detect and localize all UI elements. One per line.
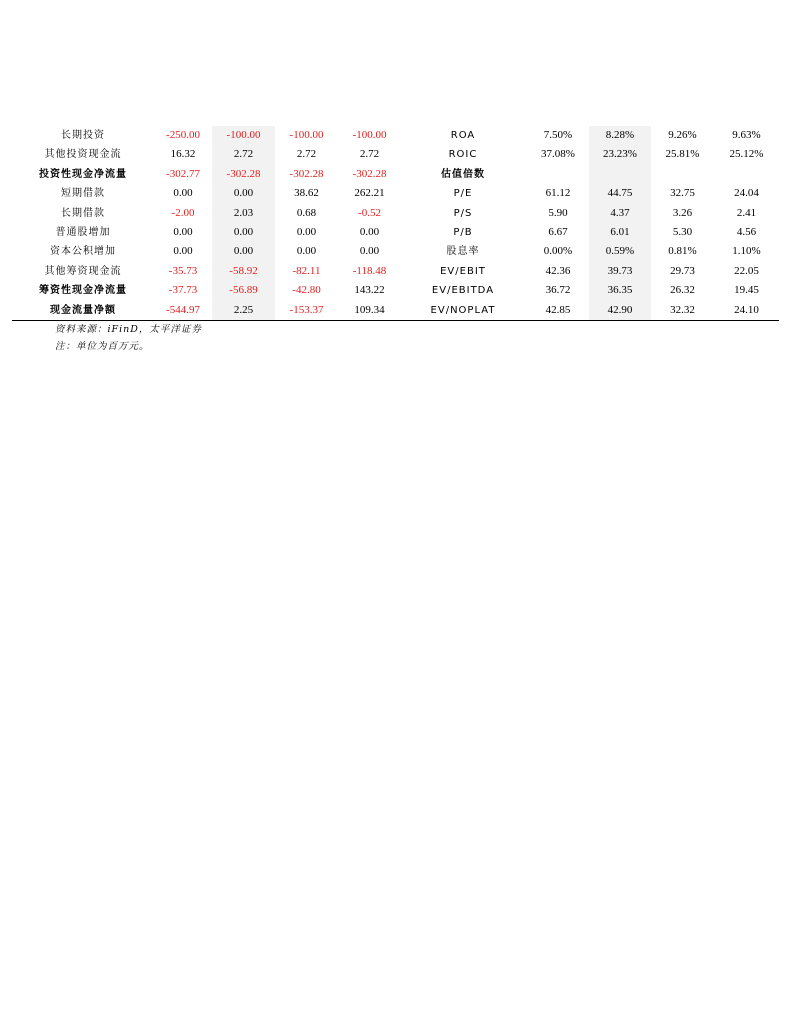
- valuation-row: [399, 262, 779, 281]
- cash-flow-row-label: 长期借款: [61, 207, 105, 219]
- cash-flow-row-label: 其他筹资现金流: [44, 265, 122, 277]
- cash-flow-cell: -82.11: [292, 264, 321, 277]
- valuation-cell: 29.73: [670, 264, 695, 277]
- cash-flow-cell: -42.80: [292, 284, 321, 297]
- cash-flow-cell: 2.72: [212, 145, 275, 164]
- cash-flow-cell: 2.25: [212, 301, 275, 321]
- cash-flow-row-label: 短期借款: [61, 188, 105, 200]
- cash-flow-cell: -302.28: [352, 167, 387, 180]
- valuation-cell: 19.45: [734, 284, 759, 297]
- valuation-row: [399, 242, 779, 261]
- valuation-cell: [589, 165, 651, 184]
- valuation-cell: 1.10%: [732, 245, 761, 258]
- cash-flow-cell: 0.00: [296, 226, 317, 239]
- cash-flow-cell: 262.21: [354, 187, 385, 200]
- cash-flow-cell: -56.89: [212, 281, 275, 300]
- cash-flow-table-body: [12, 126, 401, 321]
- cash-flow-cell: -2.00: [171, 206, 195, 219]
- valuation-cell: 36.72: [545, 284, 571, 297]
- cash-flow-cell: 143.22: [354, 284, 385, 297]
- valuation-row-label: P/B: [453, 227, 473, 239]
- valuation-row: [399, 301, 779, 321]
- cash-flow-row-label: 其他投资现金流: [44, 149, 122, 161]
- valuation-table-body: [399, 126, 779, 321]
- cash-flow-cell: 0.00: [212, 184, 275, 203]
- valuation-cell: 32.32: [651, 301, 714, 321]
- valuation-row-label: 股息率: [446, 246, 480, 258]
- cash-flow-table: [12, 126, 401, 321]
- cash-flow-cell: 2.72: [359, 148, 380, 161]
- cash-flow-row: [12, 204, 401, 223]
- valuation-cell: 24.04: [734, 187, 759, 200]
- valuation-row: [399, 126, 779, 145]
- valuation-row-label: P/E: [453, 188, 473, 200]
- valuation-cell: 32.75: [670, 187, 695, 200]
- valuation-cell: [527, 165, 589, 184]
- cash-flow-row: [12, 223, 401, 242]
- valuation-cell: 4.37: [589, 204, 651, 223]
- cash-flow-cell: 0.00: [359, 226, 380, 239]
- valuation-row: [399, 281, 779, 300]
- valuation-row-label: EV/EBIT: [440, 265, 486, 277]
- cash-flow-row: [12, 184, 401, 203]
- valuation-cell: 44.75: [589, 184, 651, 203]
- valuation-cell: 36.35: [589, 281, 651, 300]
- cash-flow-cell: 16.32: [170, 148, 196, 161]
- valuation-cell: 2.41: [736, 206, 757, 219]
- source-note: 资料来源：iFinD，太平洋证券: [55, 324, 202, 335]
- cash-flow-cell: -544.97: [154, 301, 212, 321]
- cash-flow-cell: -100.00: [289, 129, 324, 141]
- cash-flow-row: [12, 165, 401, 184]
- valuation-cell: [714, 165, 779, 184]
- valuation-cell: 61.12: [545, 187, 571, 200]
- valuation-cell: 0.59%: [589, 242, 651, 261]
- cash-flow-cell: 0.68: [296, 206, 317, 219]
- valuation-cell: 26.32: [670, 284, 695, 297]
- valuation-cell: 8.28%: [589, 126, 651, 145]
- cash-flow-row: [12, 126, 401, 145]
- valuation-cell: 6.01: [589, 223, 651, 242]
- cash-flow-row-label: 筹资性现金净流量: [39, 285, 127, 297]
- cash-flow-cell: 38.62: [294, 187, 319, 200]
- cash-flow-row-label: 现金流量净额: [12, 301, 154, 321]
- valuation-cell: 23.23%: [589, 145, 651, 164]
- valuation-cell: 39.73: [589, 262, 651, 281]
- valuation-row-label: EV/EBITDA: [431, 285, 495, 297]
- valuation-cell: 0.81%: [668, 245, 697, 258]
- valuation-cell: 24.10: [714, 301, 779, 321]
- valuation-row: [399, 165, 779, 184]
- valuation-row-label: P/S: [453, 207, 473, 219]
- valuation-cell: 3.26: [672, 206, 693, 219]
- cash-flow-cell: -37.73: [168, 284, 198, 297]
- unit-note: 注：单位为百万元。: [55, 341, 150, 352]
- cash-flow-row: [12, 242, 401, 261]
- valuation-cell: 42.85: [527, 301, 589, 321]
- cash-flow-cell: -302.28: [289, 167, 324, 180]
- valuation-row: [399, 204, 779, 223]
- valuation-cell: 42.90: [589, 301, 651, 321]
- valuation-row-label: EV/NOPLAT: [399, 301, 527, 321]
- valuation-row-label: ROIC: [448, 149, 478, 161]
- cash-flow-row: [12, 301, 401, 321]
- valuation-row: [399, 145, 779, 164]
- cash-flow-row-label: 投资性现金净流量: [39, 168, 127, 180]
- cash-flow-row-label: 资本公积增加: [50, 246, 116, 258]
- cash-flow-cell: -35.73: [168, 264, 198, 277]
- cash-flow-cell: -118.48: [352, 264, 387, 277]
- valuation-cell: 5.30: [672, 226, 693, 239]
- valuation-cell: 9.26%: [668, 129, 697, 141]
- cash-flow-cell: 0.00: [212, 223, 275, 242]
- valuation-cell: 25.12%: [729, 148, 764, 161]
- cash-flow-cell: -58.92: [212, 262, 275, 281]
- valuation-table: [399, 126, 779, 321]
- cash-flow-cell: -302.28: [212, 165, 275, 184]
- cash-flow-cell: 0.00: [359, 245, 380, 258]
- valuation-row-label: ROA: [450, 130, 476, 141]
- cash-flow-cell: 2.72: [296, 148, 317, 161]
- valuation-cell: 4.56: [736, 226, 757, 239]
- valuation-row: [399, 184, 779, 203]
- cash-flow-cell: -100.00: [212, 126, 275, 145]
- cash-flow-row-label: 长期投资: [61, 130, 105, 141]
- valuation-cell: 6.67: [548, 226, 568, 239]
- cash-flow-cell: -153.37: [275, 301, 338, 321]
- cash-flow-row-label: 普通股增加: [55, 227, 111, 239]
- valuation-cell: 22.05: [734, 264, 759, 277]
- valuation-cell: [651, 165, 714, 184]
- cash-flow-cell: 0.00: [212, 242, 275, 261]
- cash-flow-cell: 0.00: [173, 226, 193, 239]
- cash-flow-cell: 109.34: [338, 301, 401, 321]
- cash-flow-cell: 0.00: [296, 245, 317, 258]
- valuation-cell: 9.63%: [732, 129, 761, 141]
- cash-flow-cell: 2.03: [212, 204, 275, 223]
- cash-flow-row: [12, 281, 401, 300]
- cash-flow-cell: 0.00: [173, 245, 193, 258]
- valuation-cell: 42.36: [545, 264, 571, 277]
- cash-flow-row: [12, 145, 401, 164]
- cash-flow-cell: 0.00: [173, 187, 193, 200]
- valuation-row-label: 估值倍数: [441, 168, 485, 180]
- valuation-cell: 5.90: [548, 206, 568, 219]
- valuation-cell: 7.50%: [543, 129, 573, 141]
- valuation-row: [399, 223, 779, 242]
- cash-flow-cell: -250.00: [166, 129, 200, 141]
- cash-flow-cell: -302.77: [166, 167, 200, 180]
- cash-flow-cell: -100.00: [352, 129, 387, 141]
- valuation-cell: 25.81%: [665, 148, 700, 161]
- cash-flow-cell: -0.52: [358, 206, 381, 219]
- valuation-cell: 37.08%: [541, 148, 575, 161]
- valuation-cell: 0.00%: [543, 245, 573, 258]
- cash-flow-row: [12, 262, 401, 281]
